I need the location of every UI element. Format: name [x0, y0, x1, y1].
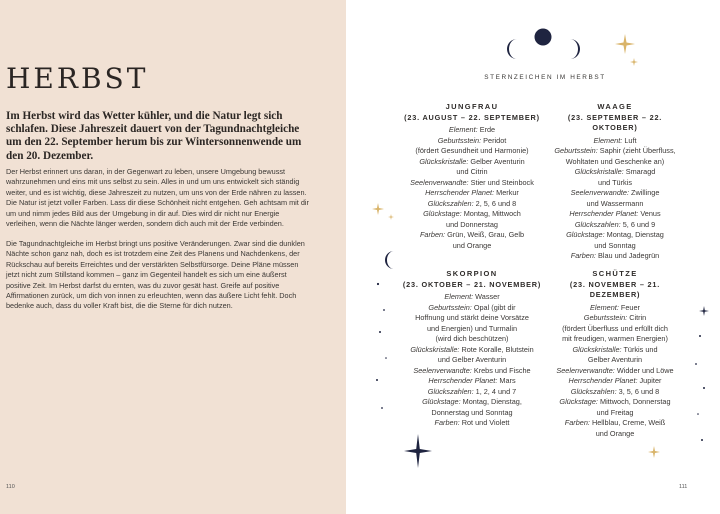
element-value: Luft [624, 135, 637, 145]
numbers-value: 2, 5, 6 und 8 [475, 198, 517, 208]
element-value: Wasser [475, 292, 500, 301]
section-title: STERNZEICHEN IM HERBST [484, 74, 606, 81]
birthstone-value: Peridot [483, 135, 507, 145]
crystals-value-cont: und Türkis [598, 177, 632, 187]
planet-value: Mars [499, 376, 516, 385]
days-value-cont: Donnerstag und Sonntag [431, 407, 513, 417]
birthstone-label: Geburtsstein: [437, 135, 482, 145]
sign-skorpion [402, 269, 542, 429]
numbers-label: Glückszahlen: [574, 219, 621, 229]
birthstone-note: (wird dich beschützen) [435, 334, 509, 343]
crystals-value: Türkis und [623, 344, 658, 354]
sign-schuetze [546, 269, 684, 439]
birthstone-note: Wohltaten und Geschenke an) [565, 156, 665, 166]
soulmates-value: Widder und Löwe [616, 365, 674, 375]
navy-sparkle-icon [699, 306, 709, 316]
sign-name: WAAGE [597, 102, 633, 111]
crescent-moon-icon [566, 38, 582, 60]
crystals-label: Glückskristalle: [410, 344, 460, 354]
planet-label: Herrschender Planet: [428, 376, 498, 385]
planet-label: Herrschender Planet: [568, 376, 638, 385]
numbers-label: Glückszahlen: [570, 386, 617, 396]
crystals-value: Gelber Aventurin [470, 156, 525, 166]
colors-value: Hellblau, Creme, Weiß [591, 418, 666, 427]
numbers-value: 5, 6 und 9 [622, 219, 656, 229]
birthstone-value: Saphir (zieht Überfluss, [599, 146, 676, 155]
days-value: Mittwoch, Donnerstag [599, 397, 671, 406]
sign-waage [546, 102, 684, 262]
colors-value: Rot und Violett [461, 418, 510, 427]
colors-value: Blau und Jadegrün [597, 251, 660, 260]
crystals-label: Glückskristalle: [419, 156, 469, 166]
birthstone-label: Geburtsstein: [583, 313, 628, 322]
colors-label: Farben: [564, 418, 590, 427]
soulmates-label: Seelenverwandte: [410, 177, 469, 187]
birthstone-label: Geburtsstein: [554, 146, 598, 155]
days-value-cont: und Sonntag [594, 240, 636, 250]
soulmates-value: Krebs und Fische [473, 365, 531, 375]
soulmates-label: Seelenverwandte: [556, 365, 615, 375]
numbers-label: Glückszahlen: [427, 386, 474, 396]
colors-label: Farben: [434, 418, 460, 427]
sign-name: SKORPION [446, 269, 498, 278]
planet-value: Venus [640, 209, 661, 218]
crystals-value: Smaragd [625, 167, 656, 176]
birthstone-label: Geburtsstein: [428, 302, 472, 312]
page-number-left: 110 [6, 484, 15, 490]
birthstone-note: mit freudigen, warmen Energien) [562, 334, 668, 343]
sign-jungfrau [402, 102, 542, 251]
gold-sparkle-icon [648, 446, 660, 458]
lead-paragraph: Im Herbst wird das Wetter kühler, und die Natur legt sich schlafen. Diese Jahreszeit dauert von der Tagundnachtgleiche um den 22. September herum bis zur Wintersonnenwende um den 20. Dezember. [6, 110, 302, 162]
sign-dates: (23. SEPTEMBER – 22. OKTOBER) [567, 112, 663, 132]
birthstone-value: Opal (gibt dir [473, 302, 516, 312]
birthstone-note: (fördert Gesundheit und Harmonie) [415, 146, 529, 155]
birthstone-note: (fördert Überfluss und erfüllt dich [562, 323, 668, 333]
days-value: Montag, Dienstag [606, 230, 664, 239]
planet-label: Herrschender Planet: [425, 188, 495, 197]
navy-star-icon [404, 434, 432, 468]
crystals-value-cont: und Gelber Aventurin [437, 355, 507, 364]
crystals-value-cont: Gelber Aventurin [587, 355, 643, 364]
star-dots-decoration [690, 330, 710, 450]
star-dots-decoration [372, 280, 392, 430]
soulmates-value: Stier und Steinbock [470, 177, 534, 187]
birthstone-note: und Energien) und Turmalin [426, 323, 518, 333]
crescent-moon-icon [505, 38, 521, 60]
element-label: Element: [593, 135, 623, 145]
sign-dates: (23. NOVEMBER – 21. DEZEMBER) [569, 279, 661, 299]
days-label: Glückstage: [422, 397, 461, 406]
colors-value-cont: und Orange [595, 428, 635, 438]
crescent-moon-icon [384, 250, 398, 270]
numbers-value: 1, 2, 4 und 7 [475, 386, 517, 396]
soulmates-label: Seelenverwandte: [570, 188, 629, 197]
gold-sparkle-icon [630, 58, 638, 66]
days-value: Montag, Mittwoch [463, 209, 521, 218]
full-moon-icon [534, 28, 552, 46]
numbers-value: 3, 5, 6 und 8 [618, 386, 660, 396]
days-label: Glückstage: [566, 230, 605, 239]
numbers-label: Glückszahlen: [427, 198, 474, 208]
planet-value: Jupiter [639, 376, 662, 385]
element-value: Feuer [620, 302, 640, 312]
body-paragraph-2: Die Tagundnachtgleiche im Herbst bringt uns positive Veränderungen. Zwar sind die dunklen Nächte schon ganz nah, doch es ist trotzdem eine Zeit des Planens und Nachdenkens, der Rückschau auf bereits Erreichtes und der verstärkten Selbstfürsorge. Deine Pläne müssen jetzt nicht zum Stillstand kommen – ganz im Gegenteil handelt es sich um eine äußerst positive Zeit. Im Herbst darfst du ernten, was du zuvor gesät hast. Greife auf positive Affirmationen zurück, um dich von innen zu erleuchten, wenn das äußere Licht fehlt. Doch bedenke auch, dass du voller Kraft bist, die die Sterne für dich nutzen. [6, 239, 305, 311]
colors-value: Grün, Weiß, Grau, Gelb [447, 230, 525, 239]
gold-sparkle-icon [388, 214, 394, 220]
birthstone-note: Hoffnung und stärkt deine Vorsätze [415, 313, 529, 322]
birthstone-value: Citrin [629, 313, 647, 322]
body-paragraph-1: Der Herbst erinnert uns daran, in der Gegenwart zu leben, unsere Umgebung bewusst wahrzunehmen und eins mit uns selbst zu sein. Alles in und um uns entwickelt sich ständig weiter, und es ist wichtig, diese Jahreszeit zu nutzen, um uns von der Erde nähren zu lassen. Die Natur ist jetzt voller Farben. Lass dir diese Schönheit nicht entgehen. Geh achtsam mit dir um und nimm jedes Bild aus der Umgebung in dir auf. Dies wird dir nicht nur Energie verleihen, wenn die Nächte länger werden, sondern dich auch mit der Erde verbinden. [6, 167, 309, 229]
sign-name: JUNGFRAU [445, 102, 499, 111]
colors-label: Farben: [419, 230, 446, 239]
sign-dates: (23. AUGUST – 22. SEPTEMBER) [404, 112, 540, 122]
days-label: Glückstage: [559, 397, 598, 406]
soulmates-value: Zwillinge [631, 188, 660, 197]
soulmates-label: Seelenverwandte: [413, 365, 472, 375]
soulmates-value-cont: und Wassermann [586, 198, 644, 208]
gold-sparkle-icon [615, 34, 635, 54]
days-value-cont: und Freitag [596, 407, 634, 417]
page-title: HERBST [6, 62, 149, 95]
planet-label: Herrschender Planet: [569, 209, 639, 218]
sign-dates: (23. OKTOBER – 21. NOVEMBER) [402, 279, 542, 289]
element-label: Element: [590, 302, 619, 312]
sign-name: SCHÜTZE [592, 269, 638, 278]
days-value-cont: und Donnerstag [446, 219, 498, 229]
colors-value-cont: und Orange [452, 240, 492, 250]
planet-value: Merkur [496, 188, 519, 197]
page-number-right: 111 [679, 484, 688, 490]
crystals-label: Glückskristalle: [572, 344, 622, 354]
colors-label: Farben: [570, 251, 596, 260]
element-label: Element: [444, 292, 474, 301]
crystals-value: Rote Koralle, Blutstein [461, 344, 534, 354]
days-label: Glückstage: [423, 209, 462, 218]
crystals-value-cont: und Citrin [456, 167, 488, 176]
element-value: Erde [479, 125, 496, 134]
days-value: Montag, Dienstag, [462, 397, 522, 406]
crystals-label: Glückskristalle: [574, 167, 624, 176]
element-label: Element: [448, 125, 478, 134]
gold-sparkle-icon [372, 203, 384, 215]
